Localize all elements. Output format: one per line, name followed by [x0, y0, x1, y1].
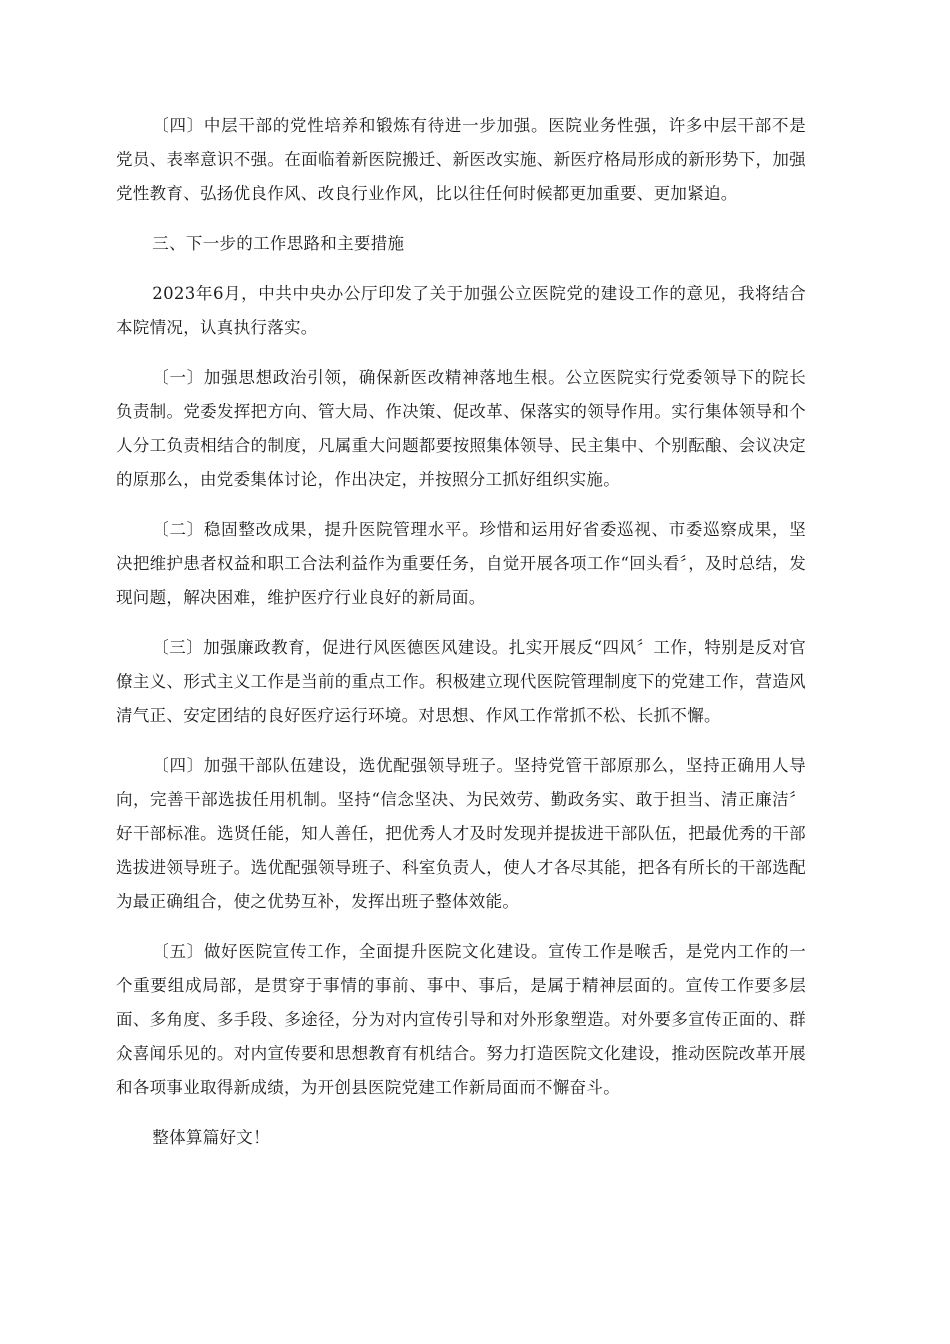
paragraph-measure-1: 〔一〕加强思想政治引领，确保新医改精神落地生根。公立医院实行党委领导下的院长负责制。党委发挥把方向、管大局、作决策、促改革、保落实的领导作用。实行集体领导和个人分工负责相结合的制度，凡属重大问题都要按照集体领导、民主集中、个别酝酿、会议决定的原那么，由党委集体讨论，作出决定，并按照分工抓好组织实施。	[116, 368, 806, 489]
paragraph-measure-3: 〔三〕加强廉政教育，促进行风医德医风建设。扎实开展反“四风〞工作，特别是反对官僚主义、形式主义工作是当前的重点工作。积极建立现代医院管理制度下的党建工作，营造风清气正、安定团结的良好医疗运行环境。对思想、作风工作常抓不松、长抓不懈。	[116, 638, 806, 725]
paragraph-measure-5: 〔五〕做好医院宣传工作，全面提升医院文化建设。宣传工作是喉舌，是党内工作的一个重要组成局部，是贯穿于事情的事前、事中、事后，是属于精神层面的。宣传工作要多层面、多角度、多手段、多途径，分为对内宣传引导和对外形象塑造。对外要多宣传正面的、群众喜闻乐见的。对内宣传要和思想教育有机结合。努力打造医院文化建设，推动医院改革开展和各项事业取得新成绩，为开创县医院党建工作新局面而不懈奋斗。	[116, 942, 806, 1097]
paragraph-cadre-party-training: 〔四〕中层干部的党性培养和锻炼有待进一步加强。医院业务性强，许多中层干部不是党员、表率意识不强。在面临着新医院搬迁、新医改实施、新医疗格局形成的新形势下，加强党性教育、弘扬优良作风、改良行业作风，比以往任何时候都更加重要、更加紧迫。	[116, 116, 806, 203]
paragraph-measure-4: 〔四〕加强干部队伍建设，选优配强领导班子。坚持党管干部原那么，坚持正确用人导向，完善干部选拔任用机制。坚持“信念坚决、为民效劳、勤政务实、敢于担当、清正廉洁〞好干部标准。选贤任能，知人善任，把优秀人才及时发现并提拔进干部队伍，把最优秀的干部选拔进领导班子。选优配强领导班子、科室负责人，使人才各尽其能，把各有所长的干部选配为最正确组合，使之优势互补，发挥出班子整体效能。	[116, 756, 806, 911]
section-heading-next-steps: 三、下一步的工作思路和主要措施	[152, 234, 405, 253]
paragraph-opinion-2023: 2023年6月，中共中央办公厅印发了关于加强公立医院党的建设工作的意见，我将结合本院情况，认真执行落实。	[116, 284, 806, 337]
paragraph-measure-2: 〔二〕稳固整改成果，提升医院管理水平。珍惜和运用好省委巡视、市委巡察成果，坚决把维护患者权益和职工合法利益作为重要任务，自觉开展各项工作“回头看〞，及时总结，发现问题，解决困难，维护医疗行业良好的新局面。	[116, 520, 806, 607]
paragraph-closing-remark: 整体算篇好文！	[152, 1128, 270, 1147]
document-body	[116, 109, 806, 1171]
